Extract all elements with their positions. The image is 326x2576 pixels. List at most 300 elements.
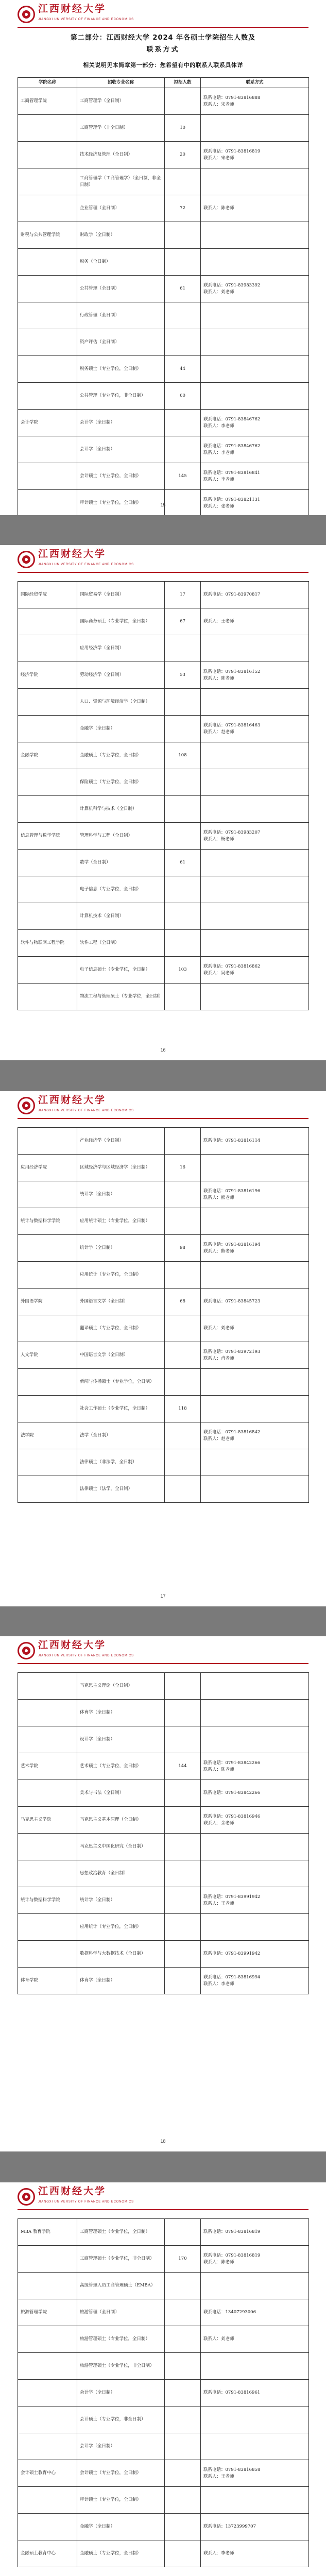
quota-cell [165,1887,201,1914]
contact-cell [201,716,309,742]
page-header [0,1636,326,1667]
quota-cell [165,88,201,115]
table-row [18,2246,309,2273]
major-cell: 电子信息硕士（专业学位，全日制） [77,957,165,984]
school-cell [18,1396,77,1422]
contact-line: 联系人：王老师 [203,619,234,624]
page-number: 17 [160,1594,166,1599]
contact-cell [201,1700,309,1726]
school-cell: 人文学院 [18,1342,77,1369]
contact-line: 联系人：熊老师 [203,1248,234,1254]
contact-line: 联系电话：0791-83821131 [203,497,261,502]
major-cell: 法律硕士（非法学，全日制） [77,1449,165,1476]
quota-cell [165,1941,201,1968]
table-row [18,1476,309,1503]
quota-cell: 44 [165,356,201,383]
quota-cell [165,796,201,823]
school-cell: 金融学院 [18,742,77,769]
university-logo [18,2187,134,2207]
major-cell: 会计硕士（专业学位，非全日制） [77,2406,165,2433]
table-row [18,1289,309,1315]
quota-cell [165,168,201,195]
school-cell [18,2353,77,2380]
contact-line: 联系电话：0791-83816961 [203,2390,261,2395]
quota-cell [165,1422,201,1449]
contact-cell [201,2487,309,2514]
major-cell: 保险硕士（专业学位，全日制） [77,769,165,796]
quota-cell [165,436,201,463]
major-cell: 工商管理学（全日制） [77,88,165,115]
table-row [18,195,309,222]
quota-cell [165,1449,201,1476]
contact-cell [201,463,309,490]
table-row [18,302,309,329]
school-cell [18,1315,77,1342]
school-cell: 会计学院 [18,410,77,436]
table-row [18,903,309,930]
contact-cell [201,930,309,957]
quota-cell [165,1673,201,1700]
major-cell: 财政学（全日制） [77,222,165,249]
contact-cell [201,1128,309,1155]
contact-line: 联系电话：0791-83816994 [203,1974,261,1980]
school-cell [18,1181,77,1208]
school-cell: 信息管理与数学学院 [18,823,77,850]
major-cell: 工商管理学（非全日制） [77,115,165,142]
quota-cell [165,1968,201,1994]
major-cell: 会计学（全日制） [77,410,165,436]
contact-line: 联系电话：0791-83816858 [203,2467,261,2472]
contact-cell [201,2514,309,2540]
table-row [18,1128,309,1155]
quota-cell [165,2487,201,2514]
major-cell: 翻译硕士（专业学位，全日制） [77,1315,165,1342]
contact-cell [201,1181,309,1208]
contact-cell [201,2246,309,2273]
table-row [18,1235,309,1262]
table-row [18,1726,309,1753]
school-cell: 旅游管理学院 [18,2299,77,2326]
logo-text: 江西财经大学 JIANGXI UNIVERSITY OF FINANCE AND ECONOMICS [38,3,134,21]
major-cell: 法学（全日制） [77,1422,165,1449]
school-cell [18,957,77,984]
university-emblem-icon [18,6,35,23]
contact-cell [201,142,309,168]
university-logo [18,1095,134,1116]
contact-line: 联系人：吴老师 [203,970,234,976]
quota-cell: 17 [165,582,201,608]
contact-cell [201,1726,309,1753]
quota-cell [165,1128,201,1155]
table-row [18,2460,309,2487]
table-row [18,957,309,984]
quota-cell: 108 [165,742,201,769]
column-header: 拟招人数 [165,78,201,88]
contact-cell [201,689,309,716]
table-caption: 相关说明见本简章第一部分：您希望有中的联系人联系具体详 [83,62,243,69]
column-header: 学院名称 [18,78,77,88]
major-cell: 应用统计（专业学位，全日制） [77,1914,165,1941]
major-cell: 马克思主义理论（全日制） [77,1673,165,1700]
school-cell: 法学院 [18,1422,77,1449]
contact-line: 联系人：肖老师 [203,1355,234,1361]
contact-cell [201,742,309,769]
quota-cell [165,1807,201,1834]
quota-cell [165,329,201,356]
page-title-line2: 联系方式 [146,46,180,54]
title-block [18,33,308,69]
major-cell: 区域经济学与区域经济学（全日制） [77,1155,165,1181]
major-cell: 审计硕士（专业学位，全日制） [77,490,165,516]
school-cell: 统计与数据科学学院 [18,1208,77,1235]
table-row [18,608,309,635]
school-cell [18,2406,77,2433]
major-cell: 公共管理（专业学位，非全日制） [77,383,165,410]
school-cell [18,876,77,903]
table-row [18,2353,309,2380]
contact-line: 联系人：刘老师 [203,289,234,295]
major-cell: 设计学（全日制） [77,1726,165,1753]
school-cell [18,302,77,329]
table-row [18,142,309,168]
quota-cell [165,876,201,903]
contact-line: 联系人：刘老师 [203,2336,234,2342]
university-logo [18,4,134,25]
major-cell: 高级管理人员工商管理硕士（EMBA） [77,2273,165,2299]
major-cell: 税务（全日制） [77,249,165,276]
quota-cell [165,930,201,957]
enrollment-table [18,1127,309,1503]
contact-cell [201,383,309,410]
contact-cell [201,1262,309,1289]
table-row [18,168,309,195]
contact-line: 联系电话：0791-83983207 [203,829,261,835]
school-cell: 外国语学院 [18,1289,77,1315]
contact-line: 联系电话：0791-83816152 [203,669,261,674]
major-cell: 艺术硕士（专业学位，全日制） [77,1753,165,1780]
table-row [18,1700,309,1726]
table-row [18,689,309,716]
contact-cell [201,1449,309,1476]
quota-cell [165,410,201,436]
major-cell: 工商管理硕士（专业学位，全日制） [77,2219,165,2246]
table-row [18,769,309,796]
contact-cell [201,302,309,329]
university-logo [18,549,134,570]
major-cell: 应用统计硕士（专业学位，全日制） [77,1208,165,1235]
table-row [18,1369,309,1396]
table-row [18,742,309,769]
table-row [18,850,309,876]
contact-line: 联系人：赵老师 [203,729,234,735]
school-cell: 统计与数据科学学院 [18,1887,77,1914]
major-cell: 产业经济学（全日制） [77,1128,165,1155]
school-cell [18,2380,77,2406]
contact-line: 联系电话：0791-83816946 [203,1814,261,1819]
major-cell: 会计学（全日制） [77,2433,165,2460]
table-row [18,1860,309,1887]
school-cell [18,2433,77,2460]
contact-cell [201,1396,309,1422]
major-cell: 会计学（全日制） [77,436,165,463]
table-row [18,88,309,115]
table-row [18,1807,309,1834]
table-row [18,796,309,823]
contact-cell [201,436,309,463]
major-cell: 统计学（全日制） [77,1181,165,1208]
major-cell: 金融硕士（专业学位，全日制） [77,2540,165,2567]
contact-cell [201,2433,309,2460]
major-cell: 资产评估（全日制） [77,329,165,356]
contact-cell [201,168,309,195]
school-cell [18,769,77,796]
major-cell: 软件工程（全日制） [77,930,165,957]
major-cell: 应用经济学（全日制） [77,635,165,662]
contact-cell [201,582,309,608]
major-cell: 技术经济及管理（全日制） [77,142,165,168]
major-cell: 电子信息（专业学位，全日制） [77,876,165,903]
contact-cell [201,823,309,850]
quota-cell [165,984,201,1010]
school-cell: 金融硕士教育中心 [18,2540,77,2567]
school-cell [18,689,77,716]
contact-line: 联系电话：0791-83816819 [203,148,261,154]
contact-line: 联系人：陈老师 [203,1767,234,1772]
table-row [18,876,309,903]
contact-line: 联系电话：0791-83816888 [203,95,261,100]
table-row [18,383,309,410]
school-cell [18,1235,77,1262]
major-cell: 法律硕士（法学，全日制） [77,1476,165,1503]
table-row [18,1422,309,1449]
enrollment-table [18,1672,309,1994]
table-row [18,635,309,662]
table-row [18,356,309,383]
school-cell [18,984,77,1010]
quota-cell [165,1834,201,1860]
contact-cell [201,1422,309,1449]
school-cell [18,635,77,662]
school-cell: 体育学院 [18,1968,77,1994]
major-cell: 工商管理硕士（专业学位，非全日制） [77,2246,165,2273]
table-row [18,1181,309,1208]
document-page-5 [0,2182,326,2576]
contact-cell [201,2460,309,2487]
school-cell [18,1914,77,1941]
contact-cell [201,329,309,356]
contact-line: 联系人：赵老师 [203,1436,234,1442]
major-cell: 数据科学与大数据技术（全日制） [77,1941,165,1968]
contact-cell [201,88,309,115]
quota-cell: 67 [165,608,201,635]
major-cell: 旅游管理硕士（专业学位，非全日制） [77,2353,165,2380]
contact-line: 联系人：李老师 [203,1981,234,1987]
contact-cell [201,2406,309,2433]
document-page-3 [0,1091,326,1606]
table-row [18,463,309,490]
quota-cell: 118 [165,1396,201,1422]
quota-cell [165,1181,201,1208]
major-cell: 会计学（全日制） [77,2380,165,2406]
contact-line: 联系电话：0791-83991942 [203,1894,261,1900]
major-cell: 税务硕士（专业学位，全日制） [77,356,165,383]
table-row [18,2514,309,2540]
quota-cell [165,249,201,276]
quota-cell [165,1208,201,1235]
quota-cell [165,1315,201,1342]
contact-cell [201,1155,309,1181]
enrollment-table [18,2218,309,2567]
table-row [18,2433,309,2460]
major-cell: 外国语言文学（全日制） [77,1289,165,1315]
contact-cell [201,850,309,876]
contact-cell [201,2273,309,2299]
contact-line: 联系人：李老师 [203,450,234,455]
table-row [18,1262,309,1289]
quota-cell [165,2273,201,2299]
school-cell [18,168,77,195]
table-row [18,2273,309,2299]
school-cell: 国际经贸学院 [18,582,77,608]
quota-cell [165,1914,201,1941]
contact-line: 联系人：宋老师 [203,101,234,107]
quota-cell [165,302,201,329]
school-cell: 财税与公共管理学院 [18,222,77,249]
table-row [18,1753,309,1780]
contact-line: 联系人：陈老师 [203,206,234,211]
major-cell: 计算机技术（全日制） [77,903,165,930]
major-cell: 中国语言文学（全日制） [77,1342,165,1369]
school-cell [18,850,77,876]
table-row [18,2326,309,2353]
quota-cell [165,635,201,662]
contact-cell [201,222,309,249]
page-number: 16 [160,1047,166,1053]
contact-cell [201,1834,309,1860]
contact-line: 联系电话：0791-83816463 [203,722,261,728]
school-cell: 软件与物联网工程学院 [18,930,77,957]
contact-line: 联系电话：0791-83846762 [203,416,261,422]
major-cell: 金融硕士（专业学位，全日制） [77,742,165,769]
table-row [18,1673,309,1700]
major-cell: 统计学（全日制） [77,1887,165,1914]
contact-cell [201,1887,309,1914]
school-cell [18,2246,77,2273]
contact-cell [201,1476,309,1503]
table-row [18,1914,309,1941]
contact-line: 联系人：陈老师 [203,2259,234,2265]
major-cell: 思想政治教育（全日制） [77,1860,165,1887]
logo-text: 江西财经大学 JIANGXI UNIVERSITY OF FINANCE AND ECONOMICS [38,548,134,566]
university-emblem-icon [18,2188,35,2206]
quota-cell [165,2326,201,2353]
quota-cell: 61 [165,850,201,876]
contact-line: 联系人：李老师 [203,423,234,429]
quota-cell: 145 [165,463,201,490]
school-cell: 马克思主义学院 [18,1807,77,1834]
major-cell: 美术与书法（全日制） [77,1780,165,1807]
major-cell: 物流工程与管理硕士（专业学位，全日制） [77,984,165,1010]
school-cell [18,329,77,356]
major-cell: 新闻与传播硕士（专业学位，全日制） [77,1369,165,1396]
contact-line: 联系电话：0791-83816862 [203,963,261,969]
quota-cell [165,2406,201,2433]
quota-cell: 98 [165,1235,201,1262]
contact-cell [201,1315,309,1342]
quota-cell [165,2380,201,2406]
table-row [18,2299,309,2326]
major-cell: 管理科学与工程（全日制） [77,823,165,850]
major-cell: 应用统计（专业学位，全日制） [77,1262,165,1289]
quota-cell: 53 [165,662,201,689]
major-cell: 计算机科学与技术（全日制） [77,796,165,823]
major-cell: 公共管理（全日制） [77,276,165,302]
school-cell [18,796,77,823]
major-cell: 统计学（全日制） [77,1235,165,1262]
contact-cell [201,276,309,302]
school-cell [18,276,77,302]
contact-cell [201,1807,309,1834]
contact-cell [201,2299,309,2326]
contact-line: 联系人：张老师 [203,503,234,509]
contact-line: 联系电话：0791-83816841 [203,470,261,476]
table-row [18,2219,309,2246]
major-cell: 体育学（全日制） [77,1700,165,1726]
major-cell: 行政管理（全日制） [77,302,165,329]
quota-cell: 60 [165,383,201,410]
contact-cell [201,876,309,903]
document-page-1 [0,0,326,515]
school-cell [18,356,77,383]
quota-cell [165,2514,201,2540]
contact-cell [201,1753,309,1780]
quota-cell [165,1342,201,1369]
major-cell: 审计硕士（专业学位，全日制） [77,2487,165,2514]
table-row [18,2540,309,2567]
table-row [18,1449,309,1476]
table-row [18,662,309,689]
contact-cell [201,1968,309,1994]
table-row [18,249,309,276]
table-row [18,1208,309,1235]
contact-cell [201,249,309,276]
school-cell [18,383,77,410]
contact-line: 联系电话：0791-83991942 [203,1951,261,1956]
school-cell [18,1476,77,1503]
contact-line: 联系人：宋老师 [203,155,234,161]
page-number: 15 [160,502,166,507]
table-row [18,329,309,356]
table-row [18,276,309,302]
school-cell [18,195,77,222]
contact-cell [201,410,309,436]
university-emblem-icon [18,551,35,568]
table-row [18,1941,309,1968]
table-row [18,1342,309,1369]
major-cell: 会计硕士（专业学位，全日制） [77,2460,165,2487]
quota-cell: 68 [165,1289,201,1315]
contact-cell [201,2380,309,2406]
table-row [18,1315,309,1342]
table-row [18,2380,309,2406]
contact-line: 联系人：刘老师 [203,1326,234,1331]
enrollment-table [18,581,309,1010]
quota-cell [165,689,201,716]
contact-cell [201,2219,309,2246]
quota-cell [165,769,201,796]
university-emblem-icon [18,1642,35,1659]
major-cell: 旅游管理（全日制） [77,2299,165,2326]
